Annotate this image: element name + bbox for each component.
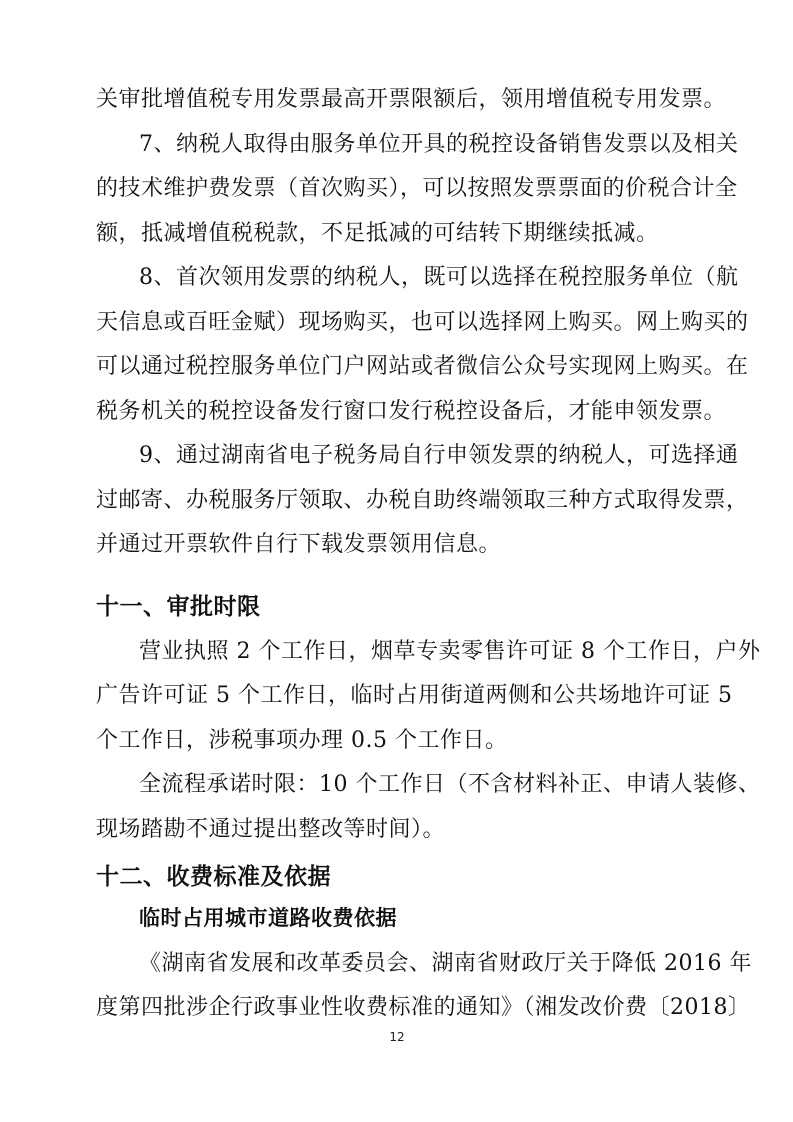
section-heading-fee-standards: 十二、收费标准及依据	[96, 864, 331, 890]
paragraph-line: 度第四批涉企行政事业性收费标准的通知》（湘发改价费〔2018〕	[96, 995, 751, 1020]
paragraph-line: 个工作日，涉税事项办理 0.5 个工作日。	[96, 728, 508, 753]
paragraph-line: 并通过开票软件自行下载发票领用信息。	[96, 532, 502, 557]
paragraph-line: 可以通过税控服务单位门户网站或者微信公众号实现网上购买。在	[96, 354, 749, 379]
paragraph-line: 额，抵减增值税税款，不足抵减的可结转下期继续抵减。	[96, 221, 659, 246]
paragraph-line: 过邮寄、办税服务厅领取、办税自助终端领取三种方式取得发票，	[96, 488, 749, 513]
paragraph-line: 8、首次领用发票的纳税人，既可以选择在税控服务单位（航	[139, 265, 739, 290]
page-number: 12	[389, 1030, 405, 1044]
subheading-road-fee-basis: 临时占用城市道路收费依据	[139, 906, 397, 930]
paragraph-line: 关审批增值税专用发票最高开票限额后，领用增值税专用发票。	[96, 87, 727, 112]
paragraph-line: 9、通过湖南省电子税务局自行申领发票的纳税人，可选择通	[139, 443, 739, 468]
paragraph-line: 营业执照 2 个工作日，烟草专卖零售许可证 8 个工作日，户外	[139, 639, 761, 664]
paragraph-line: 《湖南省发展和改革委员会、湖南省财政厅关于降低 2016 年	[139, 951, 752, 976]
paragraph-line: 全流程承诺时限：10 个工作日（不含材料补正、申请人装修、	[139, 772, 761, 797]
paragraph-line: 现场踏勘不通过提出整改等时间）。	[96, 817, 446, 842]
paragraph-line: 税务机关的税控设备发行窗口发行税控设备后，才能申领发票。	[96, 399, 727, 424]
section-heading-approval-time: 十一、审批时限	[96, 594, 261, 620]
paragraph-line: 天信息或百旺金赋）现场购买，也可以选择网上购买。网上购买的	[96, 310, 749, 335]
paragraph-line: 的技术维护费发票（首次购买），可以按照发票票面的价税合计全	[96, 176, 738, 201]
paragraph-line: 7、纳税人取得由服务单位开具的税控设备销售发票以及相关	[139, 132, 739, 157]
paragraph-line: 广告许可证 5 个工作日，临时占用街道两侧和公共场地许可证 5	[96, 683, 733, 708]
